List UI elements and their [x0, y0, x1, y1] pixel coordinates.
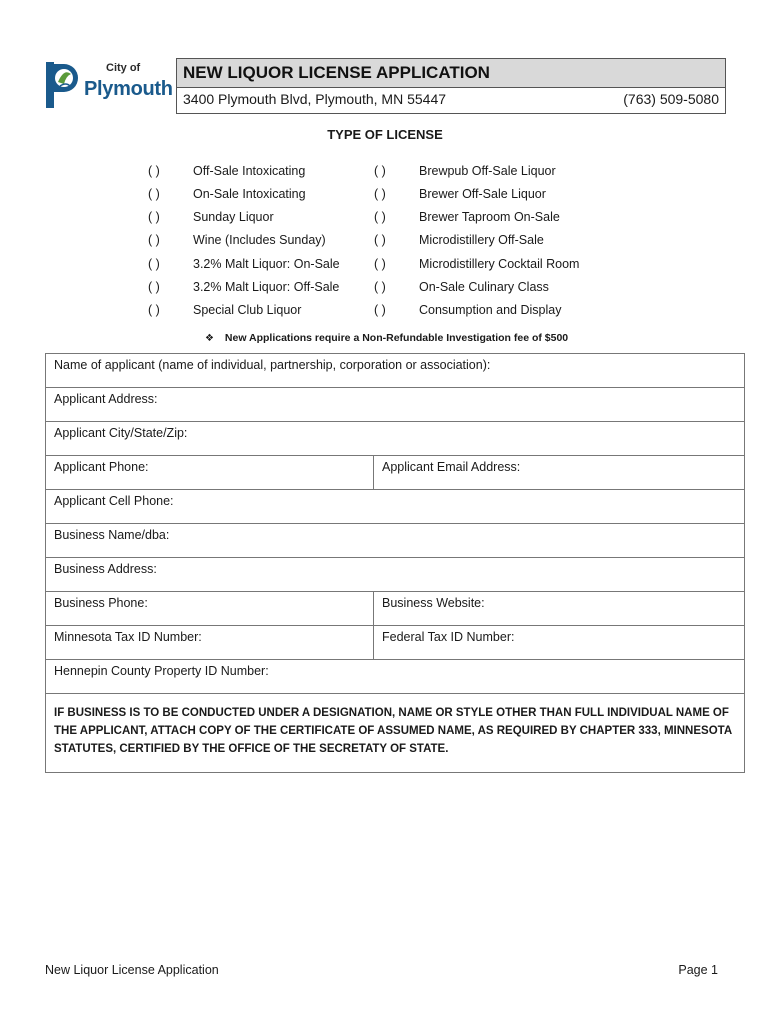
federal-tax-id-field[interactable]: Federal Tax ID Number:: [382, 630, 515, 644]
page-number: Page 1: [678, 963, 718, 977]
license-checkbox[interactable]: ( ): [374, 280, 386, 294]
fee-note: [205, 332, 568, 344]
form-row: [46, 354, 744, 388]
license-option: On-Sale Culinary Class: [419, 280, 549, 294]
license-option: Consumption and Display: [419, 303, 562, 317]
applicant-name-field[interactable]: Name of applicant (name of individual, partnership, corporation or association):: [54, 358, 491, 372]
form-row: [46, 592, 744, 626]
logo-city-name: Plymouth: [84, 78, 173, 100]
license-option: 3.2% Malt Liquor: Off-Sale: [193, 280, 340, 294]
license-checkbox[interactable]: ( ): [374, 233, 386, 247]
form-row: [46, 456, 744, 490]
license-checkbox[interactable]: ( ): [148, 164, 160, 178]
form-row: [46, 388, 744, 422]
license-checkbox[interactable]: ( ): [148, 280, 160, 294]
form-row: [46, 660, 744, 694]
plymouth-logo-icon: [44, 60, 84, 112]
diamond-bullet-icon: ❖: [205, 333, 214, 344]
license-option: Brewpub Off-Sale Liquor: [419, 164, 556, 178]
license-option: Wine (Includes Sunday): [193, 233, 326, 247]
license-option: Off-Sale Intoxicating: [193, 164, 306, 178]
applicant-address-field[interactable]: Applicant Address:: [54, 392, 158, 406]
header-box: [176, 58, 726, 114]
city-logo: [44, 60, 174, 112]
form-row: [46, 558, 744, 592]
assumed-name-notice: IF BUSINESS IS TO BE CONDUCTED UNDER A DESIGNATION, NAME OR STYLE OTHER THAN FULL INDIVIDUAL NAME OF THE APPLICANT, ATTACH COPY OF THE CERTIFICATE OF ASSUMED NAME, AS REQUIRED BY CHAPTER 333, MINNESOTA STATUTES, CERTIFIED BY THE OFFICE OF THE SECRETATY OF STATE.: [54, 707, 732, 755]
business-name-field[interactable]: Business Name/dba:: [54, 528, 170, 542]
license-option: Sunday Liquor: [193, 210, 274, 224]
application-form: [45, 353, 745, 773]
license-checkbox[interactable]: ( ): [148, 187, 160, 201]
business-phone-field[interactable]: Business Phone:: [46, 592, 374, 625]
license-option: Special Club Liquor: [193, 303, 302, 317]
form-row: [46, 626, 744, 660]
license-checkbox[interactable]: ( ): [374, 187, 386, 201]
license-checkbox[interactable]: ( ): [374, 303, 386, 317]
license-type-title: TYPE OF LICENSE: [327, 127, 443, 142]
license-checkbox[interactable]: ( ): [374, 164, 386, 178]
applicant-city-field[interactable]: Applicant City/State/Zip:: [54, 426, 188, 440]
license-checkbox[interactable]: ( ): [374, 257, 386, 271]
license-option: 3.2% Malt Liquor: On-Sale: [193, 257, 340, 271]
header-address: 3400 Plymouth Blvd, Plymouth, MN 55447: [183, 91, 447, 107]
license-checkbox[interactable]: ( ): [148, 233, 160, 247]
license-option: Brewer Off-Sale Liquor: [419, 187, 546, 201]
logo-city-of: City of: [106, 62, 141, 74]
form-row: [46, 422, 744, 456]
license-checkbox[interactable]: ( ): [148, 210, 160, 224]
footer-title: New Liquor License Application: [45, 963, 219, 977]
header-phone: (763) 509-5080: [623, 91, 719, 107]
assumed-name-notice-row: [46, 694, 744, 772]
business-address-field[interactable]: Business Address:: [54, 562, 157, 576]
applicant-email-field[interactable]: Applicant Email Address:: [382, 460, 521, 474]
page-title: NEW LIQUOR LICENSE APPLICATION: [177, 59, 725, 88]
fee-note-text: New Applications require a Non-Refundable Investigation fee of $500: [224, 332, 569, 344]
license-option: Brewer Taproom On-Sale: [419, 210, 560, 224]
license-checkbox[interactable]: ( ): [374, 210, 386, 224]
mn-tax-id-field[interactable]: Minnesota Tax ID Number:: [46, 626, 374, 659]
license-option: Microdistillery Cocktail Room: [419, 257, 580, 271]
license-option: Microdistillery Off-Sale: [419, 233, 544, 247]
license-option: On-Sale Intoxicating: [193, 187, 306, 201]
business-website-field[interactable]: Business Website:: [382, 596, 485, 610]
applicant-cell-field[interactable]: Applicant Cell Phone:: [54, 494, 174, 508]
form-row: [46, 524, 744, 558]
form-row: [46, 490, 744, 524]
applicant-phone-field[interactable]: Applicant Phone:: [46, 456, 374, 489]
license-checkbox[interactable]: ( ): [148, 257, 160, 271]
license-checkbox[interactable]: ( ): [148, 303, 160, 317]
hennepin-pid-field[interactable]: Hennepin County Property ID Number:: [54, 664, 269, 678]
